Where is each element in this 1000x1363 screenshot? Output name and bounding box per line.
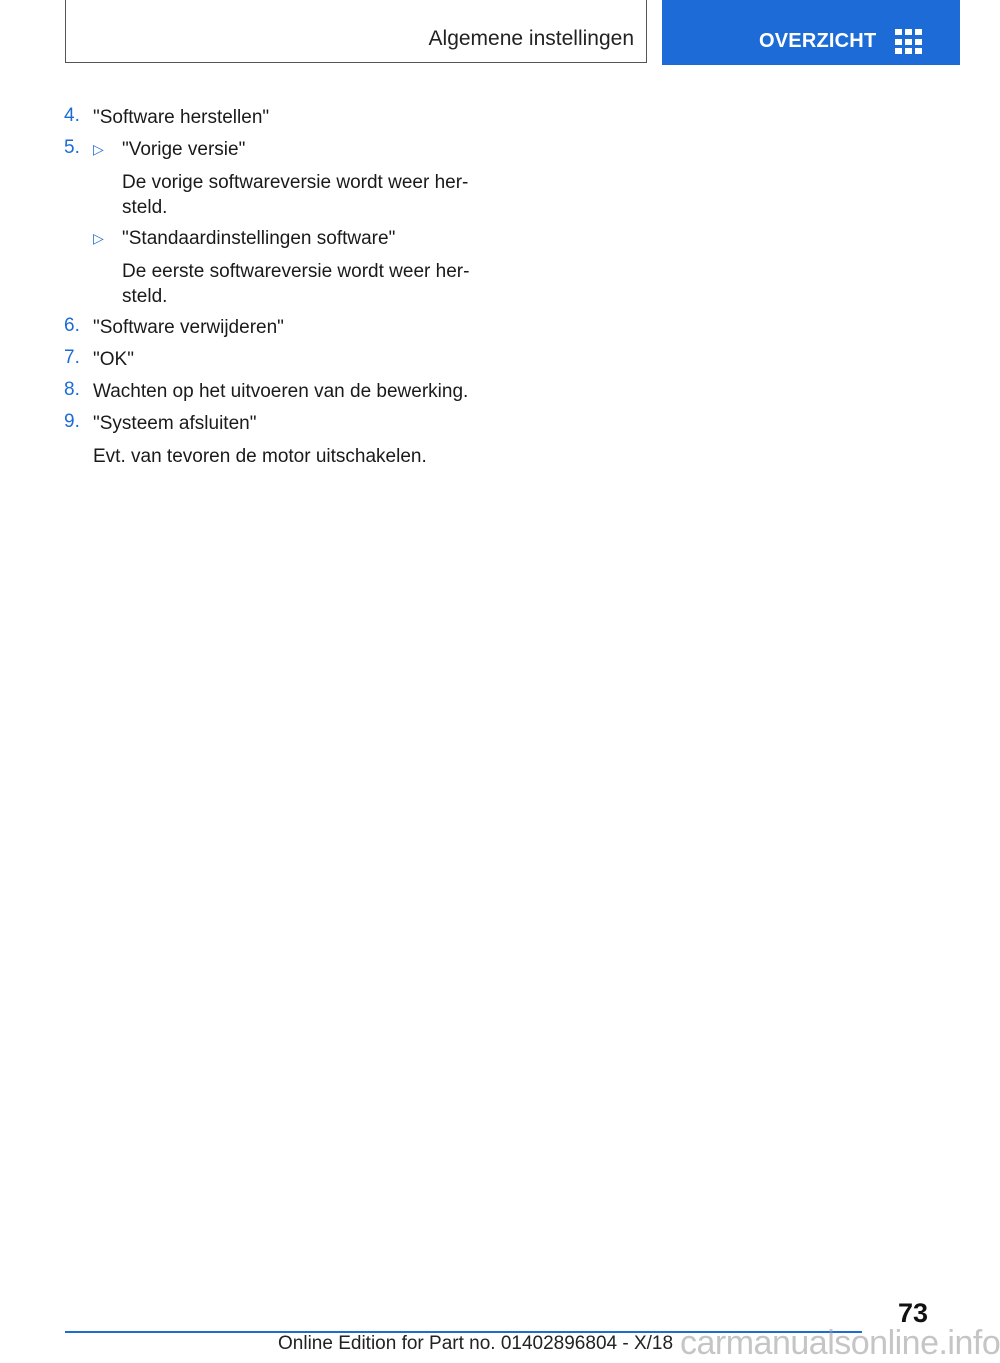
step-detail-line: De vorige softwareversie wordt weer her- bbox=[122, 172, 469, 193]
step-text: "OK" bbox=[93, 349, 134, 370]
step-option-text: "Standaardinstellingen software" bbox=[122, 228, 396, 249]
grid-icon bbox=[895, 29, 922, 54]
page-number: 73 bbox=[897, 1298, 928, 1328]
step-number: 5. bbox=[64, 137, 80, 158]
step-detail-line: Evt. van tevoren de motor uitschakelen. bbox=[93, 446, 427, 467]
edition-text: Online Edition for Part no. 01402896804 - X/18 bbox=[278, 1333, 674, 1354]
step-number: 7. bbox=[64, 347, 80, 368]
step-number: 9. bbox=[64, 411, 80, 432]
step-option-text: "Vorige versie" bbox=[122, 139, 246, 160]
step-detail-line: De eerste softwareversie wordt weer her- bbox=[122, 261, 470, 282]
step-detail-line: steld. bbox=[122, 197, 168, 218]
triangle-right-icon: ▷ bbox=[93, 230, 104, 246]
step-text: "Software verwijderen" bbox=[93, 317, 284, 338]
step-number: 6. bbox=[64, 315, 80, 336]
section-title: Algemene instellingen bbox=[428, 27, 634, 50]
watermark: carmanualsonline.info bbox=[680, 1324, 1000, 1362]
step-number: 4. bbox=[64, 105, 80, 126]
step-detail-line: steld. bbox=[122, 286, 168, 307]
triangle-right-icon: ▷ bbox=[93, 141, 104, 157]
step-number: 8. bbox=[64, 379, 80, 400]
section-header-tab bbox=[65, 0, 647, 63]
overview-button[interactable] bbox=[662, 0, 960, 65]
step-text: "Systeem afsluiten" bbox=[93, 413, 257, 434]
step-text: "Software herstellen" bbox=[93, 107, 270, 128]
step-text: Wachten op het uitvoeren van de bewerking. bbox=[93, 381, 469, 402]
overview-label: OVERZICHT bbox=[759, 30, 877, 52]
